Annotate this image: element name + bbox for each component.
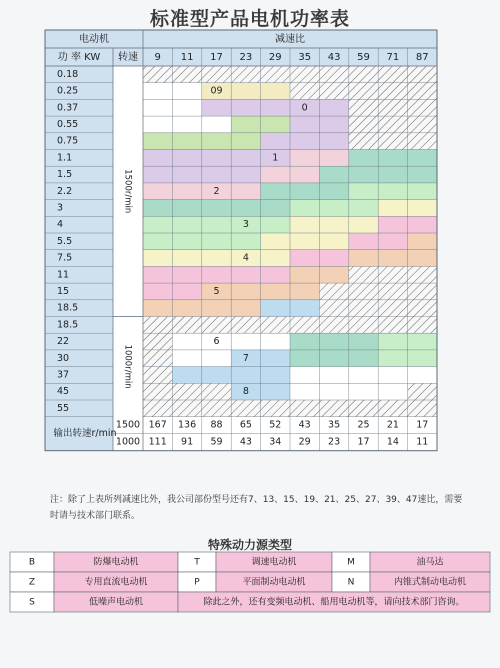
table-cell (202, 99, 231, 116)
table-cell (143, 99, 172, 116)
special-title: 特殊动力源类型 (207, 538, 292, 552)
table-cell (349, 300, 378, 317)
special-code: T (194, 557, 200, 568)
table-cell (261, 367, 290, 384)
table-cell (319, 83, 348, 100)
table-cell (319, 400, 348, 417)
table-cell (408, 350, 437, 367)
table-cell (172, 367, 201, 384)
power-value: 4 (57, 219, 64, 231)
table-cell (378, 300, 407, 317)
ratio-value: 43 (327, 52, 341, 63)
output-value: 25 (357, 419, 370, 431)
table-cell (261, 66, 290, 83)
table-cell (261, 283, 290, 300)
table-cell (143, 116, 172, 133)
table-cell (143, 317, 172, 334)
table-cell (378, 283, 407, 300)
table-cell (378, 266, 407, 283)
power-value: 37 (57, 369, 70, 381)
table-cell (319, 216, 348, 233)
table-cell (231, 300, 260, 317)
table-cell (261, 200, 290, 217)
power-value: 0.75 (57, 135, 79, 147)
special-name: 专用直流电动机 (84, 577, 148, 588)
table-cell (290, 116, 319, 133)
table-cell (408, 83, 437, 100)
speed-header: 转速 (118, 52, 138, 63)
ratio-value: 11 (180, 52, 194, 63)
table-cell (290, 283, 319, 300)
table-cell (143, 216, 172, 233)
table-cell (202, 317, 231, 334)
table-cell (143, 133, 172, 150)
power-value: 7.5 (57, 252, 73, 264)
table-cell (349, 83, 378, 100)
table-cell (408, 200, 437, 217)
power-value: 1.5 (57, 169, 73, 181)
table-cell (319, 200, 348, 217)
table-cell (202, 133, 231, 150)
table-cell (261, 216, 290, 233)
power-value: 0.18 (57, 68, 79, 80)
frame-number: 4 (242, 252, 249, 264)
table-cell (378, 166, 407, 183)
table-cell (202, 116, 231, 133)
table-cell (408, 116, 437, 133)
table-cell (408, 150, 437, 167)
table-cell (143, 300, 172, 317)
table-cell (408, 133, 437, 150)
table-cell (143, 83, 172, 100)
table-cell (143, 283, 172, 300)
table-cell (143, 183, 172, 200)
table-cell (408, 183, 437, 200)
table-cell (261, 250, 290, 267)
table-cell (290, 300, 319, 317)
table-cell (408, 250, 437, 267)
table-cell (290, 367, 319, 384)
table-cell (319, 66, 348, 83)
table-cell (378, 83, 407, 100)
table-cell (349, 350, 378, 367)
table-cell (408, 166, 437, 183)
power-value: 0.25 (57, 85, 79, 97)
ratio-value: 87 (415, 52, 429, 63)
power-value: 55 (57, 402, 70, 414)
table-cell (261, 99, 290, 116)
table-cell (408, 66, 437, 83)
table-cell (408, 99, 437, 116)
frame-number: 6 (213, 336, 220, 348)
table-cell (172, 183, 201, 200)
table-cell (408, 233, 437, 250)
table-cell (349, 333, 378, 350)
table-cell (261, 383, 290, 400)
table-cell (319, 317, 348, 334)
table-cell (319, 166, 348, 183)
speed-label-1500: 1500r/min (122, 169, 133, 214)
table-cell (143, 383, 172, 400)
table-cell (143, 400, 172, 417)
table-cell (202, 150, 231, 167)
table-cell (378, 216, 407, 233)
table-cell (290, 400, 319, 417)
output-value: 21 (386, 419, 399, 431)
table-cell (378, 250, 407, 267)
table-cell (378, 183, 407, 200)
output-value: 167 (148, 419, 167, 431)
output-speed-label: 输出转速r/min (53, 428, 117, 440)
table-cell (408, 283, 437, 300)
table-cell (261, 317, 290, 334)
table-cell (261, 300, 290, 317)
table-cell (172, 99, 201, 116)
power-value: 18.5 (57, 302, 79, 314)
power-value: 22 (57, 336, 70, 348)
table-cell (143, 266, 172, 283)
table-cell (349, 250, 378, 267)
table-cell (378, 317, 407, 334)
table-cell (290, 133, 319, 150)
table-cell (231, 183, 260, 200)
table-cell (349, 383, 378, 400)
power-value: 2.2 (57, 185, 73, 197)
table-cell (290, 150, 319, 167)
table-cell (143, 350, 172, 367)
table-cell (172, 83, 201, 100)
special-code: N (347, 577, 355, 588)
table-cell (319, 383, 348, 400)
special-code: M (347, 557, 355, 568)
table-cell (349, 367, 378, 384)
table-cell (231, 83, 260, 100)
output-value: 88 (210, 419, 223, 431)
table-cell (349, 400, 378, 417)
special-name: 低噪声电动机 (88, 597, 144, 608)
power-value: 0.55 (57, 118, 79, 130)
table-cell (349, 200, 378, 217)
table-cell (202, 266, 231, 283)
table-cell (261, 166, 290, 183)
power-value: 1.1 (57, 152, 73, 164)
table-cell (290, 383, 319, 400)
table-cell (378, 200, 407, 217)
table-cell (231, 66, 260, 83)
table-cell (319, 150, 348, 167)
power-header: 功 率 KW (57, 52, 101, 63)
footnote: 注：除了上表所列减速比外，我公司部份型号还有7、13、15、19、21、25、27、39、47速比，需要时请与技术部门联系。 (50, 495, 463, 521)
power-value: 5.5 (57, 235, 73, 247)
output-value: 91 (181, 436, 194, 448)
table-cell (231, 266, 260, 283)
table-cell (143, 250, 172, 267)
table-cell (290, 66, 319, 83)
table-cell (378, 99, 407, 116)
table-cell (261, 266, 290, 283)
table-cell (172, 350, 201, 367)
table-cell (202, 233, 231, 250)
output-motor-speed: 1500 (115, 419, 141, 431)
table-cell (231, 99, 260, 116)
table-cell (408, 216, 437, 233)
table-cell (349, 133, 378, 150)
table-cell (319, 99, 348, 116)
table-cell (349, 150, 378, 167)
table-cell (319, 250, 348, 267)
output-value: 52 (269, 419, 282, 431)
ratio-header: 减速比 (275, 34, 305, 45)
table-cell (319, 333, 348, 350)
table-cell (290, 83, 319, 100)
special-name: 防爆电动机 (93, 557, 139, 568)
table-cell (172, 333, 201, 350)
table-cell (349, 317, 378, 334)
table-cell (143, 200, 172, 217)
table-cell (349, 166, 378, 183)
table-cell (172, 200, 201, 217)
special-name: 油马达 (416, 557, 444, 568)
table-cell (202, 216, 231, 233)
table-cell (408, 266, 437, 283)
table-cell (231, 333, 260, 350)
table-cell (319, 183, 348, 200)
special-code: Z (28, 577, 36, 588)
table-cell (378, 350, 407, 367)
table-cell (202, 200, 231, 217)
table-cell (319, 283, 348, 300)
output-value: 17 (357, 436, 370, 448)
table-cell (172, 283, 201, 300)
table-cell (408, 300, 437, 317)
table-cell (143, 233, 172, 250)
frame-number: 2 (213, 185, 220, 197)
output-value: 17 (416, 419, 429, 431)
table-cell (202, 250, 231, 267)
output-value: 65 (239, 419, 252, 431)
special-code: B (28, 557, 36, 568)
output-value: 111 (148, 436, 167, 448)
frame-number: 7 (242, 352, 249, 364)
frame-number: 0 (301, 102, 308, 114)
table-cell (290, 250, 319, 267)
power-value: 3 (57, 202, 64, 214)
table-cell (172, 133, 201, 150)
ratio-value: 17 (210, 52, 223, 63)
table-cell (172, 300, 201, 317)
power-column-bg (45, 66, 113, 417)
page-title: 标准型产品电机功率表 (149, 8, 350, 30)
power-value: 45 (57, 386, 70, 398)
special-code: P (194, 577, 200, 588)
ratio-value: 29 (268, 52, 282, 63)
table-cell (290, 266, 319, 283)
table-cell (231, 166, 260, 183)
special-name: 内锥式制动电动机 (393, 577, 467, 588)
table-cell (261, 83, 290, 100)
power-value: 0.37 (57, 102, 79, 114)
table-cell (290, 166, 319, 183)
output-value: 11 (416, 436, 429, 448)
special-name: 调速电动机 (251, 557, 297, 568)
table-cell (172, 150, 201, 167)
table-cell (143, 166, 172, 183)
table-cell (378, 367, 407, 384)
frame-number: 3 (242, 219, 249, 231)
table-cell (378, 133, 407, 150)
table-cell (290, 216, 319, 233)
output-value: 35 (328, 419, 341, 431)
table-cell (290, 200, 319, 217)
output-value: 43 (239, 436, 252, 448)
table-cell (231, 317, 260, 334)
output-value: 136 (178, 419, 197, 431)
special-name: 平面制动电动机 (242, 577, 306, 588)
table-cell (172, 317, 201, 334)
table-cell (349, 283, 378, 300)
table-cell (290, 317, 319, 334)
table-cell (202, 66, 231, 83)
table-cell (231, 116, 260, 133)
table-cell (378, 383, 407, 400)
power-value: 15 (57, 285, 70, 297)
table-cell (172, 233, 201, 250)
output-value: 14 (386, 436, 399, 448)
table-cell (261, 183, 290, 200)
table-cell (349, 266, 378, 283)
table-cell (349, 216, 378, 233)
table-cell (231, 367, 260, 384)
ratio-value: 23 (239, 52, 253, 63)
table-cell (378, 66, 407, 83)
power-value: 11 (57, 269, 70, 281)
table-cell (202, 350, 231, 367)
table-cell (231, 283, 260, 300)
table-cell (172, 116, 201, 133)
table-cell (290, 233, 319, 250)
table-cell (408, 317, 437, 334)
power-value: 30 (57, 352, 70, 364)
table-cell (319, 350, 348, 367)
output-value: 43 (298, 419, 311, 431)
table-cell (261, 233, 290, 250)
table-cell (143, 367, 172, 384)
table-cell (231, 233, 260, 250)
output-value: 34 (269, 436, 282, 448)
table-cell (231, 150, 260, 167)
table-cell (349, 233, 378, 250)
ratio-value: 71 (386, 52, 400, 63)
table-cell (290, 333, 319, 350)
table-cell (172, 266, 201, 283)
table-cell (319, 133, 348, 150)
output-motor-speed: 1000 (115, 436, 141, 448)
table-cell (202, 367, 231, 384)
table-cell (378, 400, 407, 417)
table-cell (408, 367, 437, 384)
ratio-value: 35 (298, 52, 312, 63)
frame-number: 1 (272, 152, 279, 164)
table-cell (172, 383, 201, 400)
table-cell (172, 400, 201, 417)
table-cell (319, 266, 348, 283)
table-cell (349, 66, 378, 83)
table-cell (378, 233, 407, 250)
output-value: 23 (328, 436, 341, 448)
table-cell (378, 333, 407, 350)
table-cell (378, 116, 407, 133)
speed-label-1000: 1000r/min (122, 344, 133, 389)
table-cell (143, 66, 172, 83)
table-cell (290, 350, 319, 367)
table-cell (378, 150, 407, 167)
table-cell (231, 200, 260, 217)
table-cell (319, 116, 348, 133)
table-cell (231, 400, 260, 417)
table-cell (172, 66, 201, 83)
output-value: 29 (298, 436, 311, 448)
table-cell (172, 216, 201, 233)
table-cell (261, 116, 290, 133)
table-cell (408, 383, 437, 400)
table-cell (290, 183, 319, 200)
table-cell (202, 300, 231, 317)
table-cell (172, 250, 201, 267)
special-code: S (29, 597, 35, 608)
power-value: 18.5 (57, 319, 79, 331)
table-cell (261, 333, 290, 350)
table-cell (261, 400, 290, 417)
table-cell (349, 99, 378, 116)
frame-number: 09 (210, 85, 223, 97)
special-note: 除此之外，还有变频电动机、船用电动机等，请向技术部门咨询。 (203, 597, 465, 608)
output-value: 59 (210, 436, 223, 448)
ratio-value: 9 (154, 52, 161, 63)
table-cell (202, 383, 231, 400)
table-cell (172, 166, 201, 183)
table-cell (319, 300, 348, 317)
table-cell (202, 166, 231, 183)
motor-header: 电动机 (79, 34, 109, 45)
frame-number: 8 (242, 386, 249, 398)
table-cell (261, 350, 290, 367)
table-cell (319, 233, 348, 250)
ratio-value: 59 (357, 52, 370, 63)
table-cell (261, 133, 290, 150)
table-cell (349, 183, 378, 200)
frame-number: 5 (213, 285, 220, 297)
table-cell (408, 400, 437, 417)
table-cell (319, 367, 348, 384)
table-cell (143, 333, 172, 350)
table-cell (143, 150, 172, 167)
table-cell (231, 133, 260, 150)
table-cell (408, 333, 437, 350)
table-cell (202, 400, 231, 417)
table-cell (349, 116, 378, 133)
